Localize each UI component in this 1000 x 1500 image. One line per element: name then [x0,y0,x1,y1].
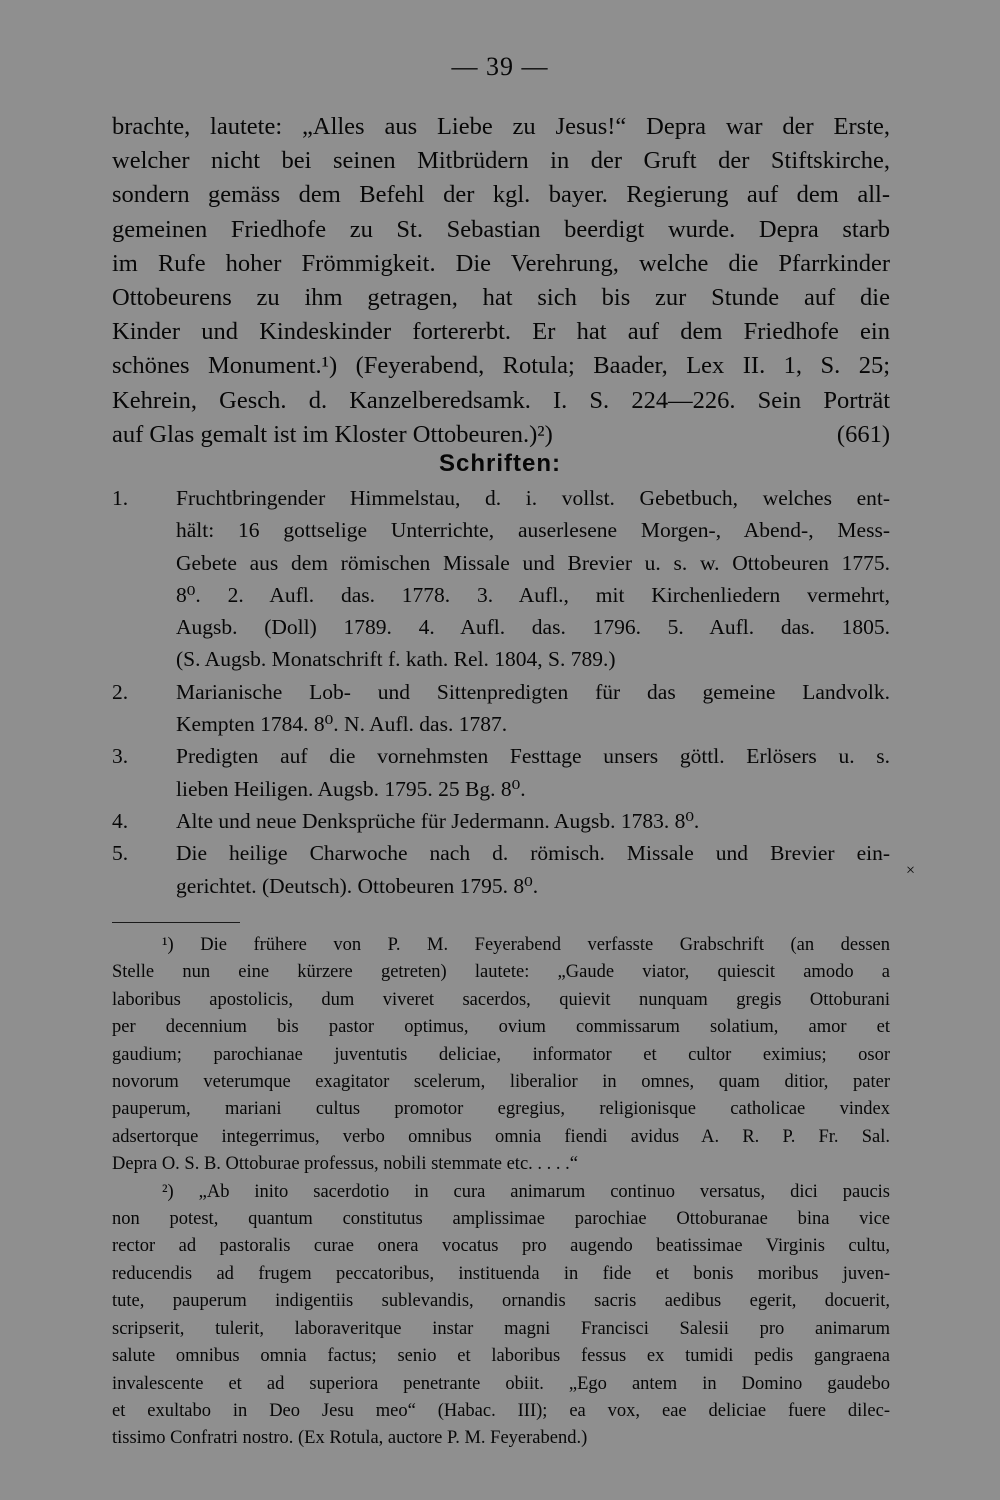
footnote-line: pauperum, mariani cultus promotor egregius, religionisque catholicae vindex [112,1099,890,1120]
body-line: schönes Monument.¹) (Feyerabend, Rotula; Baader, Lex II. 1, S. 25; [112,352,890,380]
work-line: hält: 16 gottselige Unterrichte, auserlesene Morgen-, Abend-, Mess- [176,518,890,543]
works-list [112,482,890,902]
work-text [176,676,890,741]
work-number: 2. [112,679,129,704]
work-line: Augsb. (Doll) 1789. 4. Aufl. das. 1796. 5. Aufl. das. 1805. [176,615,890,640]
work-item [112,805,890,837]
work-text [176,482,890,676]
section-heading: Schriften: [438,450,561,477]
work-line: (S. Augsb. Monatschrift f. kath. Rel. 1804, S. 789.) [176,647,616,672]
body-line: Ottobeurens zu ihm getragen, hat sich bis zur Stunde auf die [112,284,890,312]
work-item [112,837,890,902]
work-text [176,740,890,805]
footnote-line: et exultabo in Deo Jesu meo“ (Habac. III); ea vox, eae deliciae fuere dilec- [112,1400,890,1421]
body-line: gemeinen Friedhofe zu St. Sebastian beerdigt wurde. Depra starb [112,215,890,243]
work-line: lieben Heiligen. Augsb. 1795. 25 Bg. 8⁰. [176,776,526,801]
work-number: 5. [112,841,129,866]
footnote-line: Depra O. S. B. Ottoburae professus, nobili stemmate etc. . . . .“ [112,1154,578,1175]
work-item [112,740,890,805]
footnote-line: non potest, quantum constitutus amplissimae parochiae Ottoburanae bina vice [112,1209,890,1230]
body-line: sondern gemäss dem Befehl der kgl. bayer. Regierung auf dem all- [112,181,890,209]
body-line: Kinder und Kindeskinder fortererbt. Er hat auf dem Friedhofe ein [112,318,890,346]
main-paragraph [112,110,890,452]
work-line: Alte und neue Denksprüche für Jedermann. Augsb. 1783. 8⁰. [176,808,700,833]
work-text [176,805,890,837]
footnote-2 [112,1179,890,1453]
footnotes [112,932,890,1453]
work-item [112,676,890,741]
body-line-last [112,418,890,452]
footnote-line: salute omnibus omnia factus; senio et laboribus fessus ex tumidi pedis gangraena [112,1346,890,1367]
footnote-line: rector ad pastoralis curae onera vocatus pro augendo beatissimae Virginis cultu, [112,1236,890,1257]
work-line: gerichtet. (Deutsch). Ottobeuren 1795. 8⁰. [176,873,539,898]
footnote-line: reducendis ad frugem peccatoribus, instituenda in fide et bonis moribus juven- [112,1263,890,1284]
footnote-line: ²) „Ab inito sacerdotio in cura animarum continuo versatus, dici paucis [162,1181,890,1202]
footnote-line: invalescente et ad superiora penetrante obiit. „Ego antem in Domino gaudebo [112,1373,890,1394]
work-line: 8⁰. 2. Aufl. das. 1778. 3. Aufl., mit Kirchenliedern vermehrt, [176,582,890,607]
work-line: Die heilige Charwoche nach d. römisch. Missale und Brevier ein- [176,841,890,866]
footnote-line: Stelle nun eine kürzere getreten) lautete: „Gaude viator, quiescit amodo a [112,962,890,983]
work-text [176,837,890,902]
work-line: Marianische Lob- und Sittenpredigten für das gemeine Landvolk. [176,679,890,704]
work-item [112,482,890,676]
footnote-line: laboribus apostolicis, dum viveret sacerdos, quievit nunquam gregis Ottoburani [112,989,890,1010]
footnote-line: gaudium; parochianae juventutis deliciae, informator et cultor eximius; osor [112,1044,890,1065]
footnote-line: novorum veterumque exagitator scelerum, liberalior in omnes, quam ditior, pater [112,1072,890,1093]
body-last-text: auf Glas gemalt ist im Kloster Ottobeuren.)²) [112,420,553,448]
body-line: Kehrein, Gesch. d. Kanzelberedsamk. I. S. 224—226. Sein Porträt [112,386,890,414]
entry-number: (661) [836,420,890,448]
work-line: Gebete aus dem römischen Missale und Brevier u. s. w. Ottobeuren 1775. [176,550,890,575]
footnote-line: ¹) Die frühere von P. M. Feyerabend verfasste Grabschrift (an dessen [162,935,890,955]
footnote-line: adsertorque integerrimus, verbo omnibus omnia fiendi avidus A. R. P. Fr. Sal. [112,1126,890,1147]
work-number: 3. [112,744,129,769]
work-line: Predigten auf die vornehmsten Festtage unsers göttl. Erlösers u. s. [176,744,890,769]
body-line: brachte, lautete: „Alles aus Liebe zu Jesus!“ Depra war der Erste, [112,113,890,140]
work-line: Kempten 1784. 8⁰. N. Aufl. das. 1787. [176,712,508,737]
footnote-line: scripserit, tulerit, laboraveritque instar magni Francisci Salesii pro animarum [112,1318,890,1339]
work-line: Fruchtbringender Himmelstau, d. i. vollst. Gebetbuch, welches ent- [176,486,890,510]
body-line: welcher nicht bei seinen Mitbrüdern in der Gruft der Stiftskirche, [112,147,890,175]
work-number: 4. [112,808,129,833]
footnote-line: per decennium bis pastor optimus, ovium commissarum solatium, amor et [112,1017,890,1038]
work-number: 1. [112,486,129,510]
margin-mark: × [906,862,916,879]
footnote-divider [112,922,240,923]
footnote-line: tissimo Confratri nostro. (Ex Rotula, auctore P. M. Feyerabend.) [112,1428,588,1449]
page-number: — 39 — [451,52,549,81]
body-line: im Rufe hoher Frömmigkeit. Die Verehrung, welche die Pfarrkinder [112,249,890,277]
footnote-line: tute, pauperum indigentiis sublevandis, ornandis sacris aedibus egerit, docuerit, [112,1291,890,1312]
footnote-1 [112,932,890,1179]
